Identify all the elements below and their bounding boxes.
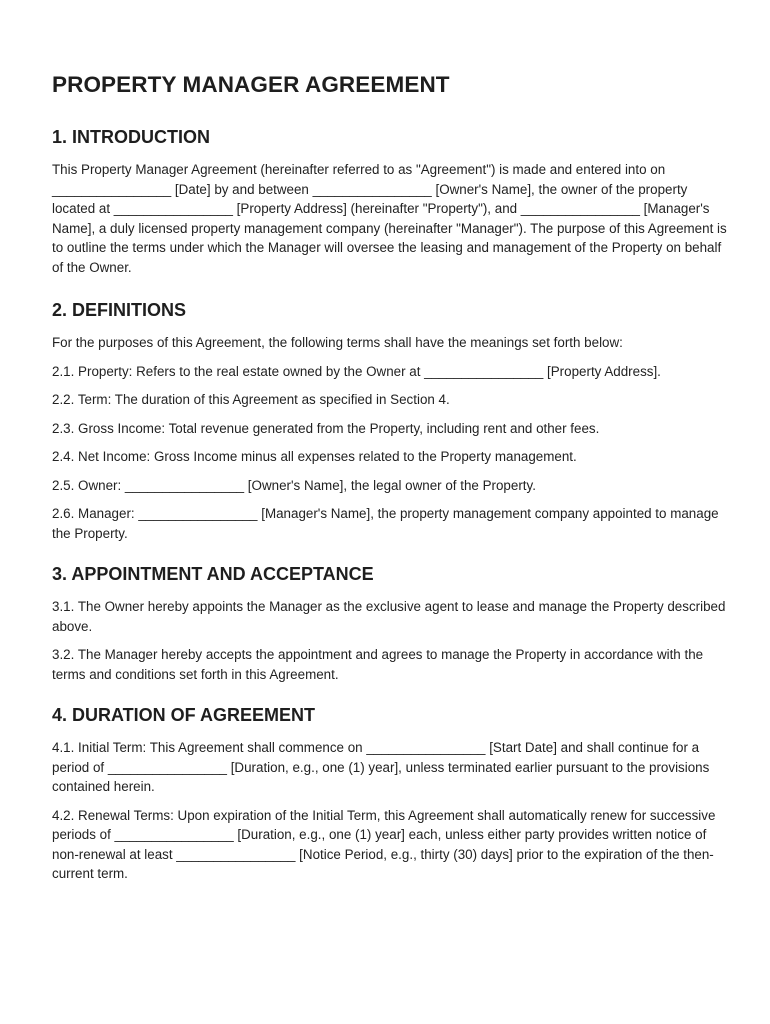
clause-item: 4.1. Initial Term: This Agreement shall commence on ________________ [Start Date] and shall continue for a period of ________________ [Duration, e.g., one (1) year], unless terminated earlier pursuant to the provisions contained herein. bbox=[52, 740, 710, 794]
section-heading: 1. INTRODUCTION bbox=[52, 127, 211, 147]
section-introduction bbox=[52, 126, 730, 277]
definition-item: 2.5. Owner: ________________ [Owner's Name], the legal owner of the Property. bbox=[52, 477, 536, 493]
definition-item: 2.3. Gross Income: Total revenue generated from the Property, including rent and other fees. bbox=[52, 420, 600, 436]
section-paragraph: This Property Manager Agreement (hereinafter referred to as "Agreement") is made and entered into on ________________ [Date] by and between ________________ [Owner's Name], the owner of the property located at ________________ [Property Address] (hereinafter "Property"), and ________________ [Manager's Name], a duly licensed property management company (hereinafter "Manager"). The purpose of this Agreement is to outline the terms under which the Manager will oversee the leasing and management of the Property on behalf of the Owner. bbox=[52, 162, 727, 275]
section-duration bbox=[52, 704, 730, 884]
section-heading: 4. DURATION OF AGREEMENT bbox=[52, 705, 316, 725]
clause-item: 3.2. The Manager hereby accepts the appointment and agrees to manage the Property in accordance with the terms and conditions set forth in this Agreement. bbox=[52, 647, 704, 682]
definition-item: 2.4. Net Income: Gross Income minus all expenses related to the Property management. bbox=[52, 449, 577, 464]
section-paragraph: For the purposes of this Agreement, the following terms shall have the meanings set forth below: bbox=[52, 335, 623, 350]
document-title: PROPERTY MANAGER AGREEMENT bbox=[52, 72, 450, 97]
definition-item: 2.1. Property: Refers to the real estate owned by the Owner at ________________ [Property Address]. bbox=[52, 363, 661, 379]
section-heading: 2. DEFINITIONS bbox=[52, 300, 187, 320]
clause-item: 4.2. Renewal Terms: Upon expiration of the Initial Term, this Agreement shall automatically renew for successive periods of ________________ [Duration, e.g., one (1) year] each, unless either party provides written notice of non-renewal at least ________________ [Notice Period, e.g., thirty (30) days] prior to the expiration of the then-current term. bbox=[52, 807, 716, 881]
definition-item: 2.2. Term: The duration of this Agreement as specified in Section 4. bbox=[52, 392, 450, 407]
section-definitions bbox=[52, 299, 730, 543]
clause-item: 3.1. The Owner hereby appoints the Manager as the exclusive agent to lease and manage the Property described above. bbox=[52, 599, 726, 634]
definition-item: 2.6. Manager: ________________ [Manager's Name], the property management company appointed to manage the Property. bbox=[52, 506, 719, 541]
section-appointment bbox=[52, 563, 730, 684]
section-heading: 3. APPOINTMENT AND ACCEPTANCE bbox=[52, 564, 374, 584]
